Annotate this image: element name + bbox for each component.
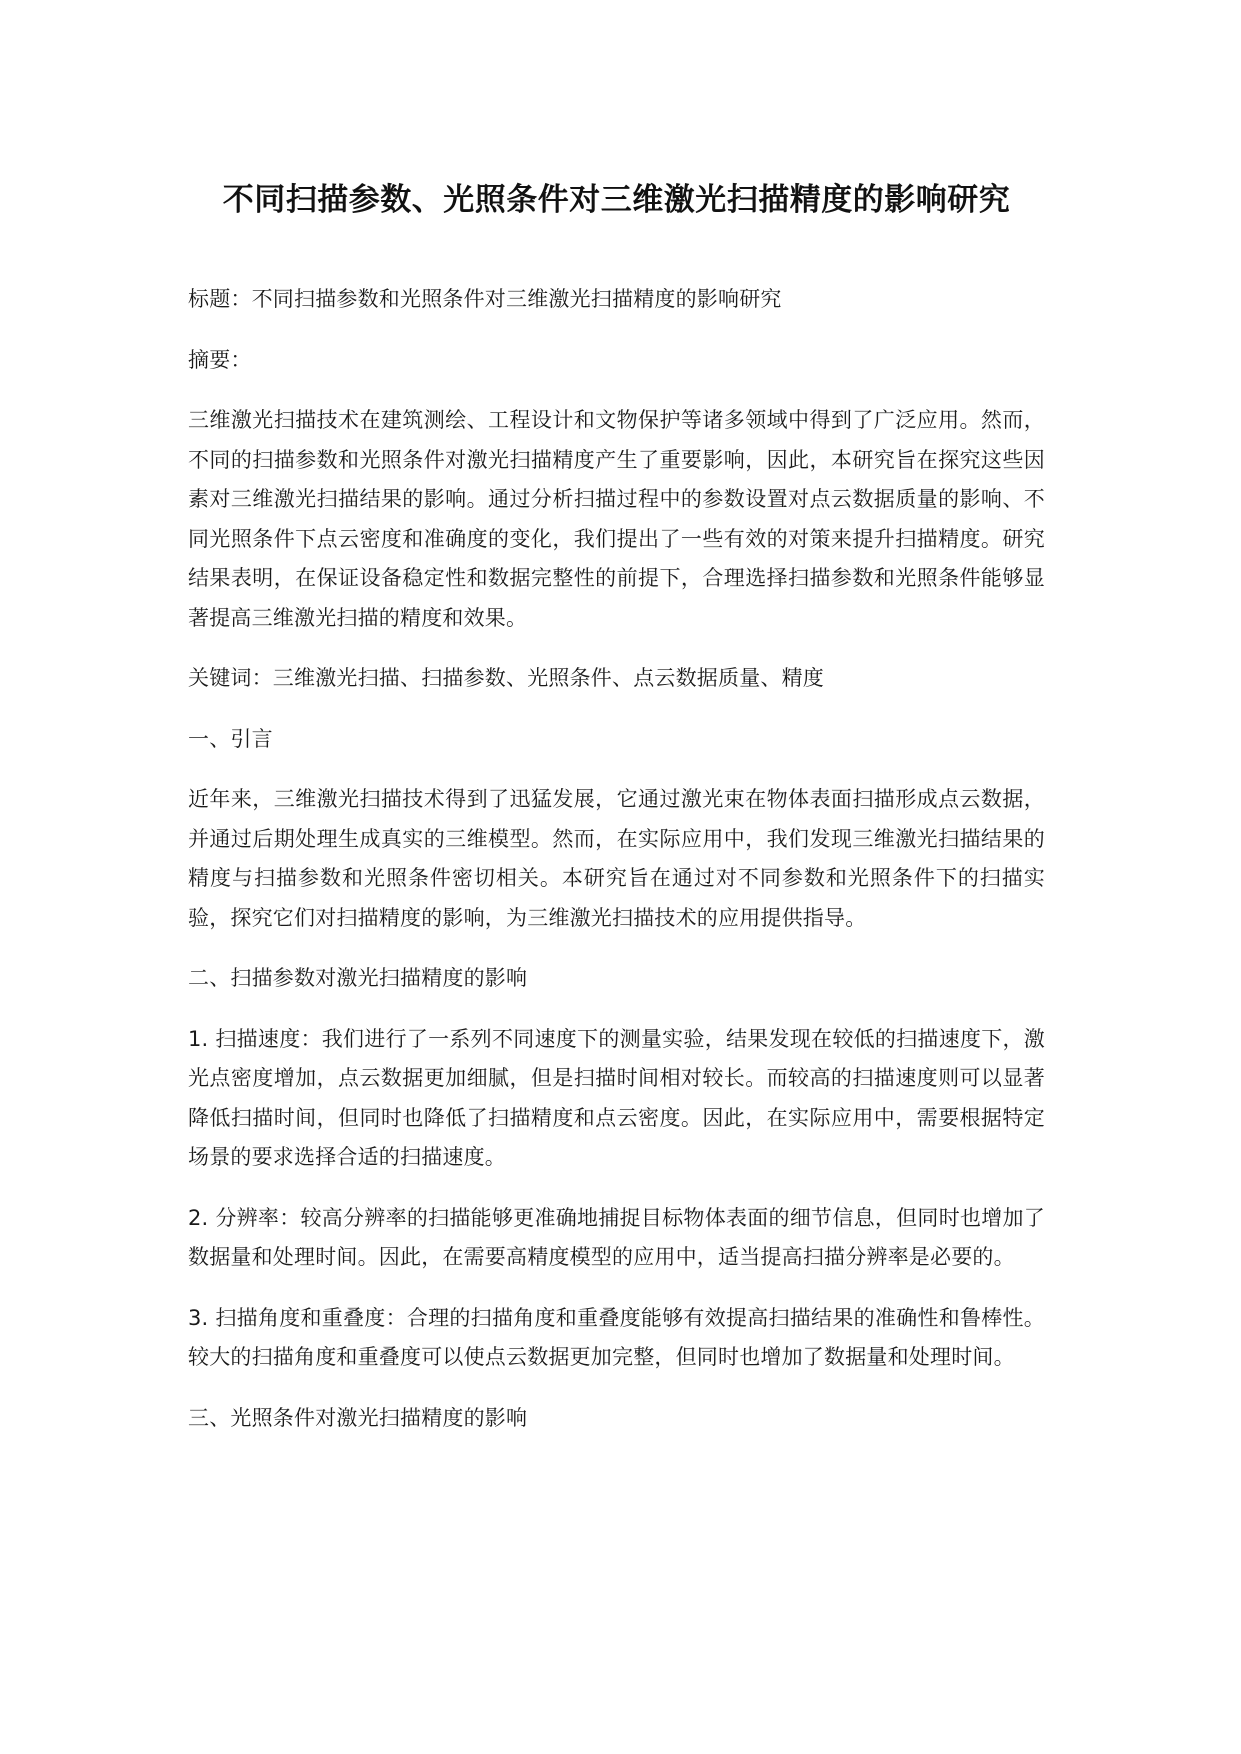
introduction-paragraph: 近年来，三维激光扫描技术得到了迅猛发展，它通过激光束在物体表面扫描形成点云数据，并通过后期处理生成真实的三维模型。然而，在实际应用中，我们发现三维激光扫描结果的精度与扫描参数和光照条件密切相关。本研究旨在通过对不同参数和光照条件下的扫描实验，探究它们对扫描精度的影响，为三维激光扫描技术的应用提供指导。 <box>188 787 1045 930</box>
section-heading-lighting-conditions: 三、光照条件对激光扫描精度的影响 <box>188 1405 528 1430</box>
section-heading-introduction: 一、引言 <box>188 726 273 751</box>
abstract-paragraph: 三维激光扫描技术在建筑测绘、工程设计和文物保护等诸多领域中得到了广泛应用。然而，不同的扫描参数和光照条件对激光扫描精度产生了重要影响，因此，本研究旨在探究这些因素对三维激光扫描结果的影响。通过分析扫描过程中的参数设置对点云数据质量的影响、不同光照条件下点云密度和准确度的变化，我们提出了一些有效的对策来提升扫描精度。研究结果表明，在保证设备稳定性和数据完整性的前提下，合理选择扫描参数和光照条件能够显著提高三维激光扫描的精度和效果。 <box>188 408 1045 630</box>
scan-angle-overlap-paragraph: 3. 扫描角度和重叠度：合理的扫描角度和重叠度能够有效提高扫描结果的准确性和鲁棒性。较大的扫描角度和重叠度可以使点云数据更加完整，但同时也增加了数据量和处理时间。 <box>188 1305 1045 1369</box>
resolution-paragraph: 2. 分辨率：较高分辨率的扫描能够更准确地捕捉目标物体表面的细节信息，但同时也增加了数据量和处理时间。因此，在需要高精度模型的应用中，适当提高扫描分辨率是必要的。 <box>188 1205 1045 1269</box>
scan-speed-paragraph: 1. 扫描速度：我们进行了一系列不同速度下的测量实验，结果发现在较低的扫描速度下，激光点密度增加，点云数据更加细腻，但是扫描时间相对较长。而较高的扫描速度则可以显著降低扫描时间，但同时也降低了扫描精度和点云密度。因此，在实际应用中，需要根据特定场景的要求选择合适的扫描速度。 <box>188 1026 1045 1169</box>
document-body <box>188 280 1045 1459</box>
document-title: 不同扫描参数、光照条件对三维激光扫描精度的影响研究 <box>222 182 1011 218</box>
title-line: 标题：不同扫描参数和光照条件对三维激光扫描精度的影响研究 <box>188 287 782 311</box>
keywords-line: 关键词：三维激光扫描、扫描参数、光照条件、点云数据质量、精度 <box>188 666 824 690</box>
section-heading-scan-parameters: 二、扫描参数对激光扫描精度的影响 <box>188 966 528 990</box>
abstract-heading: 摘要： <box>188 347 252 372</box>
